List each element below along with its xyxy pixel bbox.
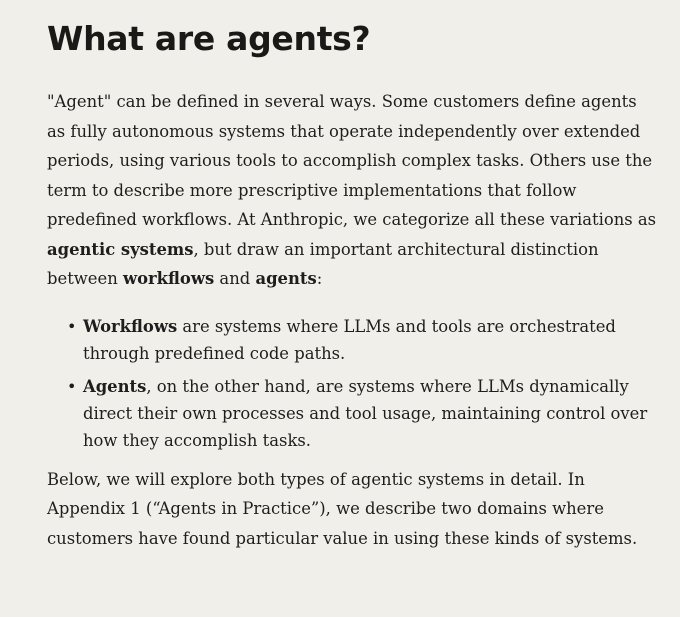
- definition-list: [47, 313, 659, 454]
- intro-term-agents: agents: [255, 269, 317, 288]
- outro-paragraph: Below, we will explore both types of agentic systems in detail. In Appendix 1 (“Agents in Practice”), we describe two domains where customers have found particular value in using these kinds of systems.: [47, 469, 638, 548]
- list-item-agents: [67, 373, 659, 454]
- bullet-icon: •: [67, 316, 77, 336]
- bullet-text: are systems where LLMs and tools are orchestrated through predefined code paths.: [83, 316, 616, 363]
- bullet-text: , on the other hand, are systems where LLMs dynamically direct their own processes and tool usage, maintaining control over how they accomplish tasks.: [83, 376, 648, 450]
- intro-text-3: and: [214, 269, 256, 288]
- bullet-term: Agents: [83, 376, 147, 396]
- page-title: What are agents?: [47, 19, 371, 58]
- intro-text-4: :: [316, 269, 323, 288]
- intro-term-agentic-systems: agentic systems: [47, 239, 194, 259]
- bullet-term: Workflows: [83, 316, 178, 336]
- bullet-icon: •: [67, 376, 77, 396]
- article: [47, 18, 659, 553]
- intro-text-2: , but draw an important architectural distinction between: [47, 239, 599, 288]
- intro-text-1: "Agent" can be defined in several ways. Some customers define agents as fully autonomous systems that operate independently over extended periods, using various tools to accomplish complex tasks. Others use the term to describe more prescriptive implementations that follow predefined workflows. At Anthropic, we categorize all these variations as: [47, 92, 657, 229]
- intro-term-workflows: workflows: [122, 269, 215, 288]
- list-item-workflows: [67, 313, 659, 367]
- intro-paragraph: [47, 87, 659, 294]
